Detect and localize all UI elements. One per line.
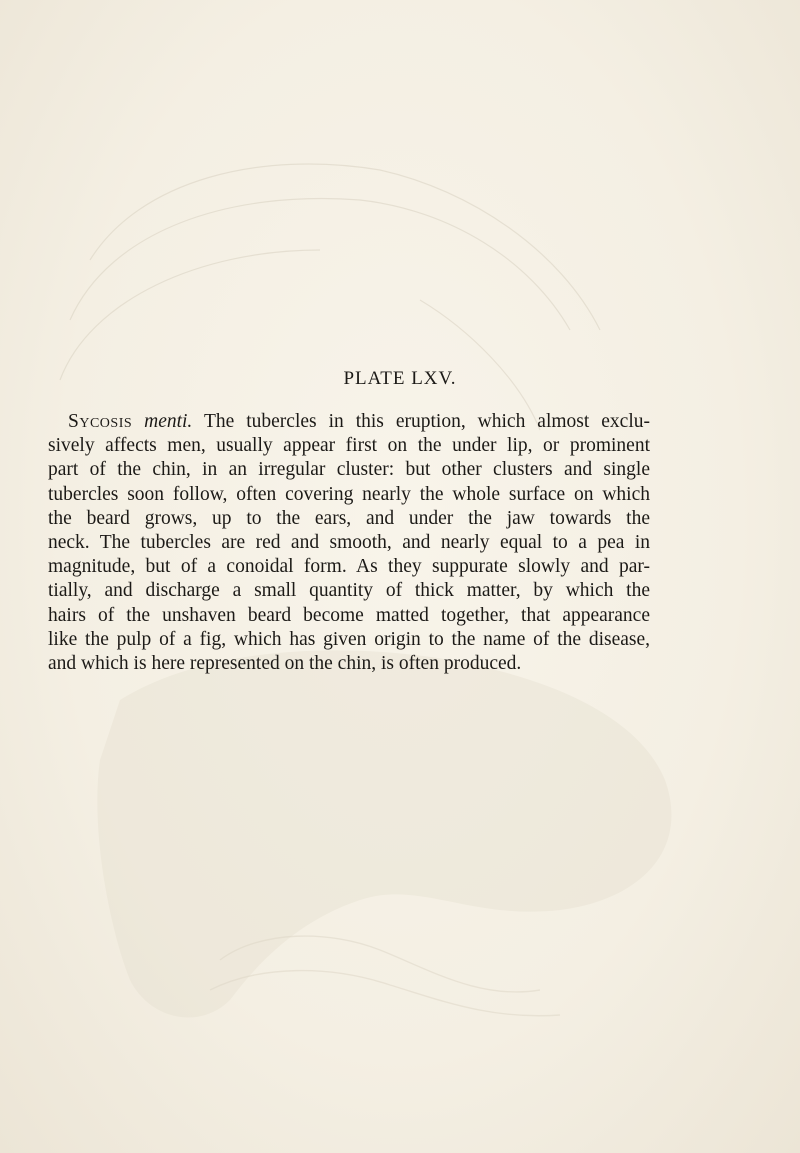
- paragraph-line-2: sively affects men, usually appear first on the under lip, or prominent: [48, 435, 650, 457]
- paragraph-line-7: magnitude, but of a conoidal form. As they suppurate slowly and par-: [48, 556, 650, 578]
- line-text: The tubercles in this eruption, which almost exclu-: [203, 411, 650, 432]
- paragraph-line-1: [48, 410, 650, 434]
- paragraph-line-11: and which is here represented on the chin, is often produced.: [48, 653, 522, 675]
- paragraph-line-5: the beard grows, up to the ears, and under the jaw towards the: [48, 507, 650, 529]
- paragraph-line-6: neck. The tubercles are red and smooth, and nearly equal to a pea in: [48, 532, 650, 554]
- species-name: Sycosis: [68, 411, 133, 432]
- paragraph-line-3: part of the chin, in an irregular cluster: but other clusters and single: [48, 459, 650, 481]
- paragraph-line-8: tially, and discharge a small quantity of thick matter, by which the: [48, 580, 650, 602]
- plate-title: PLATE LXV.: [343, 368, 457, 389]
- description-paragraph: [48, 410, 650, 676]
- paragraph-line-4: tubercles soon follow, often covering nearly the whole surface on which: [48, 483, 650, 505]
- paragraph-line-9: hairs of the unshaven beard become matted together, that appearance: [48, 604, 650, 626]
- paragraph-line-10: like the pulp of a fig, which has given origin to the name of the disease,: [48, 628, 650, 650]
- variety-name: menti.: [144, 411, 193, 432]
